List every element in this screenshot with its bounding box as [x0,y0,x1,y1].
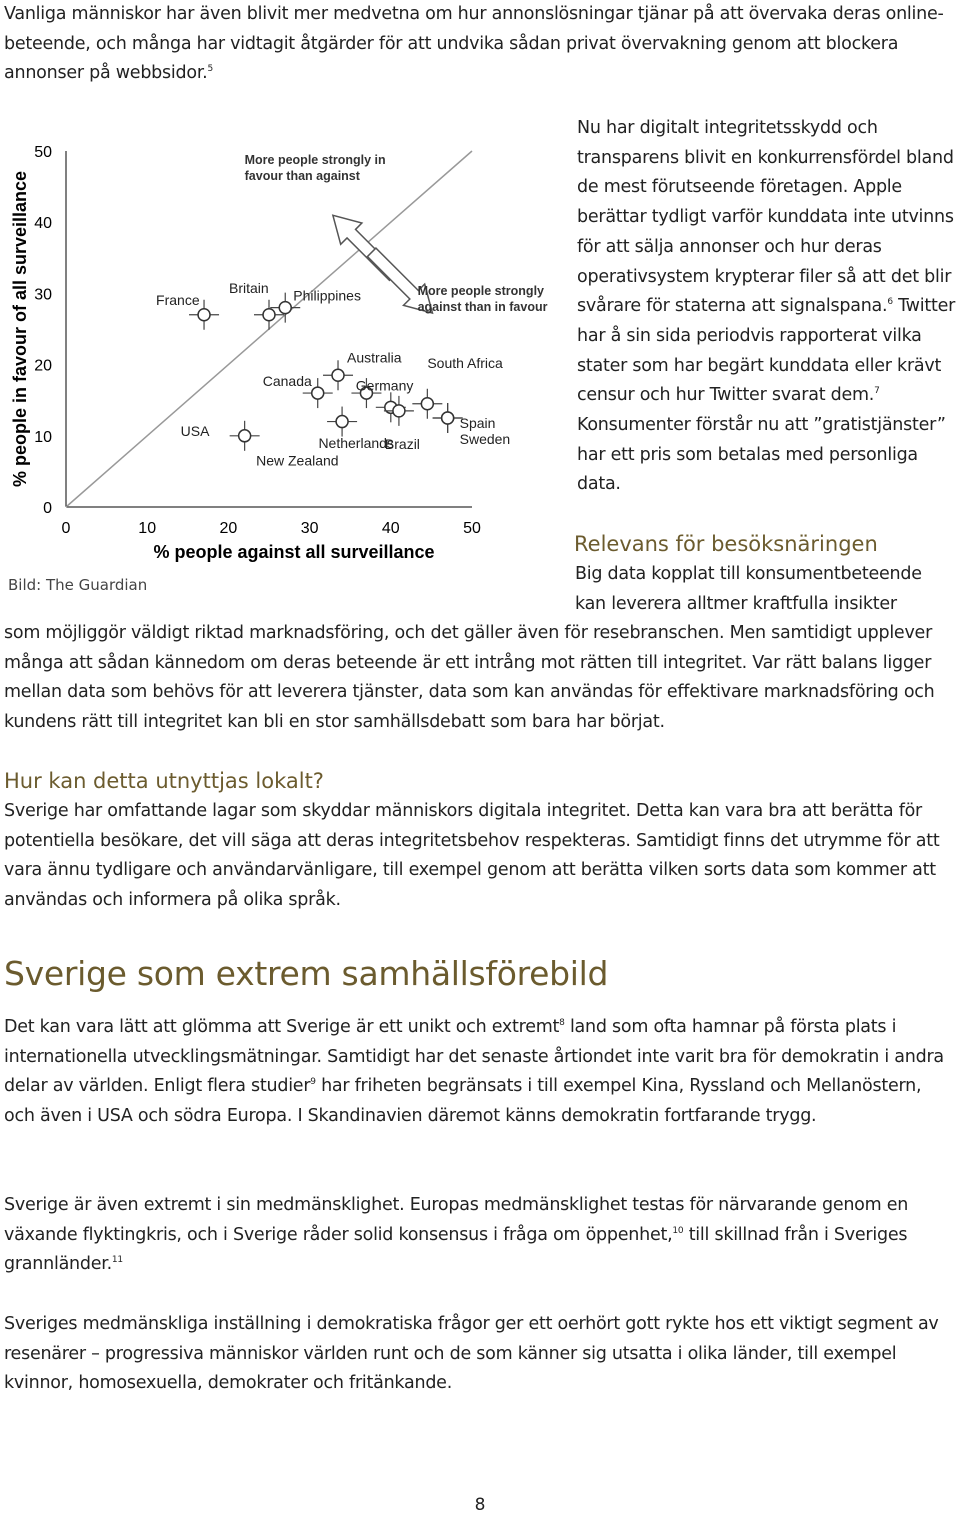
sverige-text: till skillnad från i Sveriges grannländer. [4,1224,908,1275]
x-tick-label: 50 [463,520,481,537]
y-tick-label: 10 [34,428,52,446]
x-tick-label: 0 [61,520,71,537]
point-label: South Africa [427,354,503,371]
point-label: New Zealand [256,452,339,469]
side-text: Twitter har å sin sida periodvis rapporterat vilka stater som har begärt kunddata eller krävt censur och hur Twitter svarat dem. [577,296,956,406]
data-point-germany [356,377,414,422]
point-marker [279,302,291,314]
y-tick-label: 0 [43,500,52,517]
side-text: Nu har digitalt integritetsskydd och transparens blivit en konkurrensfördel bland de mest förutseende företagen. Apple berättar tydligt varför kunddata inte utvinns för att sälja annonser och hur deras operativsystem krypterar filer så att det blir svårare för staterna att signalspana. [577,118,954,317]
section-heading-sverige: Sverige som extrem samhällsförebild [4,954,609,993]
page-number: 8 [474,1495,486,1515]
chart-axes [10,144,481,562]
annotation-upper [245,153,386,183]
x-tick-label: 30 [300,520,319,537]
y-tick-label: 50 [34,144,52,161]
sverige-paragraph-2 [4,1191,956,1280]
lokalt-body: Sverige har omfattande lagar som skyddar människors digitala integritet. Detta kan vara bra att berätta för potentiella besökare, det vill säga att deras integritetsbehov respekteras. Samtidigt finns det utrymme för att vara ännu tydligare och användarvänligare, till exempel genom att berätta vilken sorts data som kommer att användas och informera på olika språk. [4,801,940,911]
sverige-text: har friheten begränsats i till exempel Kina, Ryssland och Mellanöstern, och även i USA och södra Europa. I Skandinavien däremot känns demokratin fortfarande trygg. [4,1076,922,1127]
point-marker [332,369,344,381]
x-tick-label: 20 [219,520,238,537]
annotation-line: against than in favour [417,299,548,314]
sverige-paragraph-1 [4,1013,956,1132]
x-tick-label: 40 [381,520,400,537]
y-tick-label: 20 [34,357,52,375]
side-text: Konsumenter förstår nu att ”gratistjänster” har ett pris som betalas med personliga data. [577,415,946,495]
sverige-text: land som ofta hamnar på första plats i internationella utvecklingsmätningar. Samtidigt har det senaste årtiondet inte varit bra för demokratin i andra delar av världen. Enligt flera studier [4,1017,944,1097]
point-label: Sweden [459,431,511,447]
image-caption: Bild: The Guardian [8,576,148,594]
y-tick-label: 40 [34,215,52,233]
footnote-ref[interactable]: 8 [559,1018,565,1028]
annotation-lower [418,284,548,314]
section-heading-lokalt: Hur kan detta utnyttjas lokalt? [4,769,324,793]
annotation-line: More people strongly [417,283,545,298]
point-label: France [156,291,200,308]
data-point-usa [181,421,260,451]
footnote-ref[interactable]: 6 [887,297,893,308]
x-tick-label: 10 [138,520,157,537]
sverige-paragraph-3: Sveriges medmänskliga inställning i demokratiska frågor ger ett oerhört gott rykte hos ett viktigt segment av resenärer – progressiva människor världen runt och de som känner sig utsatta i olika länder, till exempel kvinnor, homosexuella, demokrater och fritänkande. [4,1314,939,1394]
footnote-ref[interactable]: 11 [111,1255,123,1266]
intro-paragraph [4,0,956,89]
sverige-text: Det kan vara lätt att glömma att Sverige är ett unikt och extremt [4,1017,560,1037]
point-marker [263,309,275,321]
footnote-ref[interactable]: 7 [874,386,880,397]
annotation-line: More people strongly in [244,152,386,167]
point-label: Canada [262,373,312,390]
footnote-ref[interactable]: 9 [310,1077,316,1088]
point-label: USA [180,422,210,439]
data-point-canada [263,373,333,408]
point-label: Germany [355,377,414,394]
point-label: Australia [347,349,402,366]
relevans-body: som möjliggör väldigt riktad marknadsföring, och det gäller även för resebranschen. Men samtidigt upplever många att sådan kännedom om deras beteende är ett intrång mot rätten till integritet. Var rätt balans ligger mellan data som behövs för att leverera tjänster, data som kan användas för effektivare marknadsföring och kundens rätt till integritet kan bli en stor samhällsdebatt som bara har börjat. [4,623,935,733]
point-marker [442,412,454,424]
y-axis-label: % people in favour of all surveillance [10,170,30,488]
intro-text: Vanliga människor har även blivit mer medvetna om hur annonslösningar tjänar på att övervaka deras online-beteende, och många har vidtagit åtgärder för att undvika sådan privat övervakning genom att blockera annonser på webbsidor. [4,4,944,84]
relevans-lead-line: Big data kopplat till konsumentbeteende [575,564,922,584]
point-label: Brazil [384,435,420,452]
point-label: Britain [229,279,269,296]
footnote-ref[interactable]: 10 [672,1225,684,1236]
x-axis-label: % people against all surveillance [153,542,435,562]
point-marker [336,416,348,428]
sverige-text: Sverige är även extremt i sin medmänsklighet. Europas medmänsklighet testas för närvarande genom en växande flyktingkris, och i Sverige råder solid konsensus i fråga om öppenhet, [4,1195,909,1245]
side-paragraph [577,114,957,500]
section-heading-relevans: Relevans för besöksnäringen [574,532,878,556]
relevans-lead-line: kan leverera alltmer kraftfulla insikter [575,593,897,614]
data-point-philippines [270,288,361,323]
data-point-south-africa [412,355,503,419]
point-label: Netherlands [318,435,394,452]
point-label: Philippines [293,287,361,304]
point-marker [312,387,324,399]
point-marker [239,430,251,442]
point-label: Spain [459,415,496,431]
footnote-ref[interactable]: 5 [207,64,213,75]
y-tick-label: 30 [34,286,52,304]
point-marker [393,405,405,417]
surveillance-scatter-chart [0,135,560,565]
point-marker [198,309,210,321]
relevans-lead [575,560,955,619]
annotation-line: favour than against [244,168,360,183]
data-point-france [156,292,219,330]
point-marker [421,398,433,410]
